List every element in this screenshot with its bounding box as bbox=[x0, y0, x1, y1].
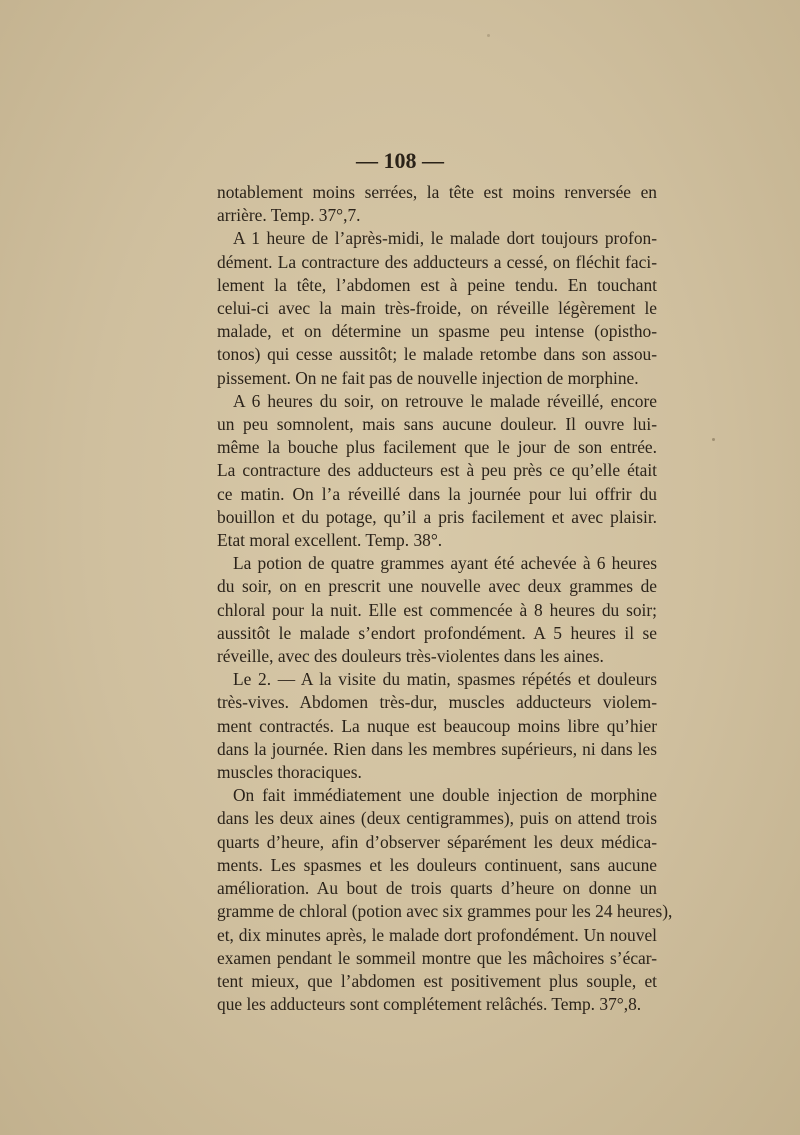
text-line: tent mieux, que l’abdomen est positivement plus souple, et bbox=[217, 970, 657, 991]
text-line: aussitôt le malade s’endort profondément. A 5 heures il se bbox=[217, 622, 657, 643]
text-line: réveille, avec des douleurs très-violentes dans les aines. bbox=[217, 646, 604, 667]
text-line: gramme de chloral (potion avec six grammes pour les 24 heures), bbox=[217, 901, 673, 922]
text-line: malade, et on détermine un spasme peu intense (opistho- bbox=[217, 321, 657, 342]
text-line: muscles thoraciques. bbox=[217, 762, 362, 783]
text-line: Etat moral excellent. Temp. 38°. bbox=[217, 530, 443, 551]
text-line: A 6 heures du soir, on retrouve le malade réveillé, encore bbox=[233, 390, 657, 411]
text-line: La contracture des adducteurs est à peu près ce qu’elle était bbox=[217, 460, 657, 481]
text-line: très-vives. Abdomen très-dur, muscles adducteurs violem- bbox=[217, 692, 657, 713]
text-line: du soir, on en prescrit une nouvelle avec deux grammes de bbox=[217, 576, 657, 597]
page-number: — 108 — bbox=[356, 148, 444, 173]
text-line: ce matin. On l’a réveillé dans la journée pour lui offrir du bbox=[217, 483, 657, 504]
paper-speck bbox=[712, 438, 715, 441]
text-line: Le 2. — A la visite du matin, spasmes répétés et douleurs bbox=[233, 669, 657, 690]
text-line: On fait immédiatement une double injection de morphine bbox=[233, 785, 657, 806]
text-line: amélioration. Au bout de trois quarts d’heure on donne un bbox=[217, 878, 657, 899]
text-line: que les adducteurs sont complétement relâchés. Temp. 37°,8. bbox=[217, 994, 642, 1015]
text-line: examen pendant le sommeil montre que les mâchoires s’écar- bbox=[217, 947, 657, 968]
text-line: ment contractés. La nuque est beaucoup moins libre qu’hier bbox=[217, 715, 657, 736]
text-line: celui-ci avec la main très-froide, on réveille légèrement le bbox=[217, 298, 657, 319]
text-line: même la bouche plus facilement que le jour de son entrée. bbox=[217, 437, 657, 458]
text-line: et, dix minutes après, le malade dort profondément. Un nouvel bbox=[217, 924, 657, 945]
text-line: un peu somnolent, mais sans aucune douleur. Il ouvre lui- bbox=[217, 414, 657, 435]
text-line: notablement moins serrées, la tête est moins renversée en bbox=[217, 182, 657, 202]
text-line: quarts d’heure, afin d’observer séparément les deux médica- bbox=[217, 831, 657, 852]
text-line: bouillon et du potage, qu’il a pris facilement et avec plaisir. bbox=[217, 506, 657, 527]
text-line: tonos) qui cesse aussitôt; le malade retombe dans son assou- bbox=[217, 344, 657, 365]
text-line: dément. La contracture des adducteurs a cessé, on fléchit faci- bbox=[217, 251, 657, 272]
text-line: chloral pour la nuit. Elle est commencée à 8 heures du soir; bbox=[217, 599, 657, 620]
text-line: La potion de quatre grammes ayant été achevée à 6 heures bbox=[233, 553, 657, 574]
text-line: lement la tête, l’abdomen est à peine tendu. En touchant bbox=[217, 274, 657, 295]
text-line: ments. Les spasmes et les douleurs continuent, sans aucune bbox=[217, 854, 657, 875]
text-line: arrière. Temp. 37°,7. bbox=[217, 205, 361, 226]
body-text bbox=[217, 181, 673, 1016]
paper-speck bbox=[487, 34, 490, 37]
text-line: dans les deux aines (deux centigrammes), puis on attend trois bbox=[217, 808, 657, 829]
text-line: pissement. On ne fait pas de nouvelle injection de morphine. bbox=[217, 367, 639, 388]
text-line: A 1 heure de l’après-midi, le malade dort toujours profon- bbox=[233, 228, 657, 249]
text-line: dans la journée. Rien dans les membres supérieurs, ni dans les bbox=[217, 738, 657, 759]
